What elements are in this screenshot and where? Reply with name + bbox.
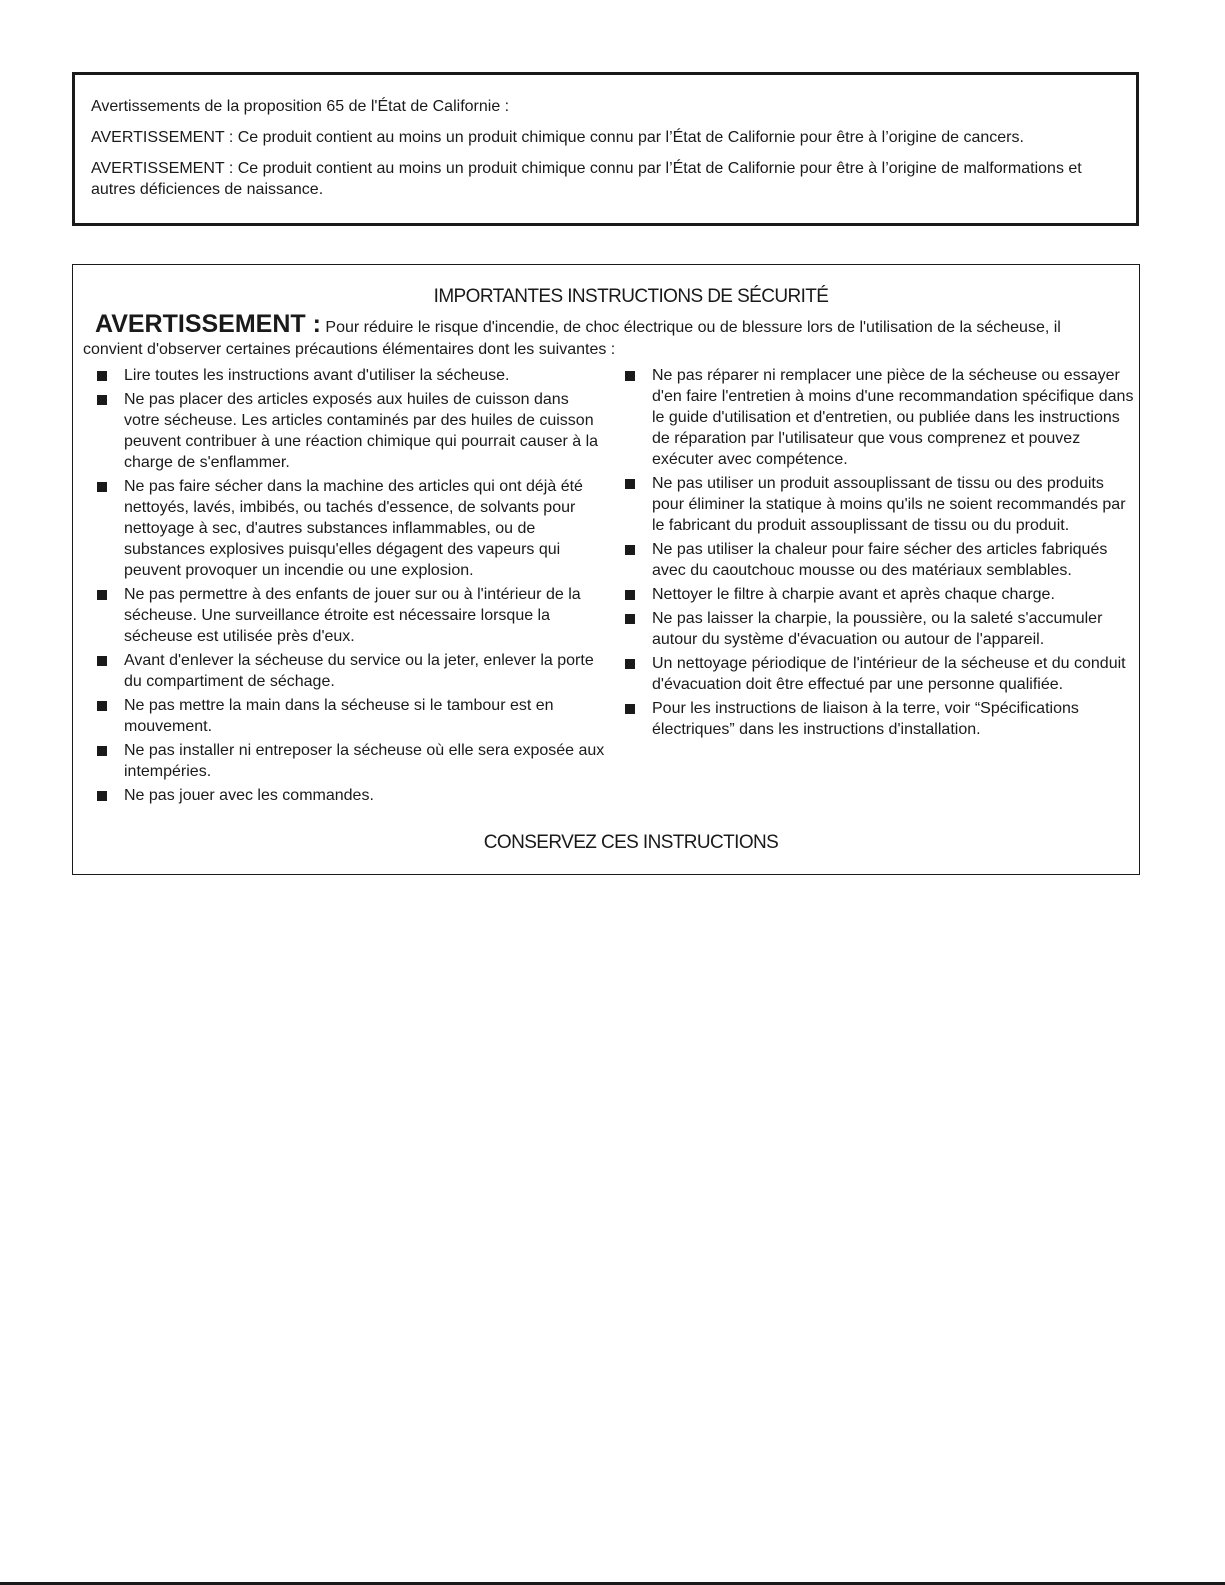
list-item: Ne pas utiliser un produit assouplissant de tissu ou des produits pour éliminer la statique à moins qu'ils ne soient recommandés par le fabricant du produit assouplissant de tissu ou du produit. xyxy=(624,473,1136,536)
square-bullet-icon xyxy=(97,701,107,711)
safety-warning-intro xyxy=(83,310,1083,361)
prop65-birth-defect-warning: AVERTISSEMENT : Ce produit contient au moins un produit chimique connu par l’État de Californie pour être à l’origine de malformations et autres déficiences de naissance. xyxy=(91,160,1082,198)
list-item: Avant d'enlever la sécheuse du service ou la jeter, enlever la porte du compartiment de séchage. xyxy=(96,650,606,692)
warning-text: Pour réduire le risque d'incendie, de choc électrique ou de blessure lors de l'utilisation de la sécheuse, il convient d'observer certaines précautions élémentaires dont les suivantes : xyxy=(83,319,1061,358)
square-bullet-icon xyxy=(97,791,107,801)
prop65-warning-box xyxy=(72,72,1139,226)
square-bullet-icon xyxy=(97,395,107,405)
list-item: Ne pas placer des articles exposés aux huiles de cuisson dans votre sécheuse. Les articles contaminés par des huiles de cuisson peuvent contribuer à une réaction chimique qui pourrait causer à la charge de s'enflammer. xyxy=(96,389,606,473)
square-bullet-icon xyxy=(625,545,635,555)
list-item: Ne pas laisser la charpie, la poussière, ou la saleté s'accumuler autour du système d'évacuation ou autour de l'appareil. xyxy=(624,608,1136,650)
square-bullet-icon xyxy=(625,590,635,600)
square-bullet-icon xyxy=(97,371,107,381)
square-bullet-icon xyxy=(625,479,635,489)
square-bullet-icon xyxy=(97,656,107,666)
safety-instructions-box xyxy=(72,264,1140,875)
instruction-list-right xyxy=(624,365,1136,743)
list-item: Ne pas faire sécher dans la machine des articles qui ont déjà été nettoyés, lavés, imbibés, ou tachés d'essence, de solvants pour nettoyage à sec, d'autres substances inflammables, ou de substances explosives puisqu'elles dégagent des vapeurs qui peuvent provoquer un incendie ou une explosion. xyxy=(96,476,606,581)
list-item: Ne pas mettre la main dans la sécheuse si le tambour est en mouvement. xyxy=(96,695,606,737)
list-item: Ne pas utiliser la chaleur pour faire sécher des articles fabriqués avec du caoutchouc mousse ou des matériaux semblables. xyxy=(624,539,1136,581)
list-item: Ne pas permettre à des enfants de jouer sur ou à l'intérieur de la sécheuse. Une surveillance étroite est nécessaire lorsque la sécheuse est utilisée près d'eux. xyxy=(96,584,606,647)
prop65-heading: Avertissements de la proposition 65 de l'État de Californie : xyxy=(91,98,510,115)
square-bullet-icon xyxy=(97,482,107,492)
list-item: Nettoyer le filtre à charpie avant et après chaque charge. xyxy=(624,584,1136,605)
instruction-list-left xyxy=(96,365,606,809)
list-item: Ne pas installer ni entreposer la sécheuse où elle sera exposée aux intempéries. xyxy=(96,740,606,782)
closing-statement: CONSERVEZ CES INSTRUCTIONS xyxy=(483,832,779,853)
safety-title: IMPORTANTES INSTRUCTIONS DE SÉCURITÉ xyxy=(433,286,829,307)
list-item: Lire toutes les instructions avant d'utiliser la sécheuse. xyxy=(96,365,606,386)
square-bullet-icon xyxy=(97,590,107,600)
warning-label: AVERTISSEMENT : xyxy=(95,310,321,338)
square-bullet-icon xyxy=(625,704,635,714)
square-bullet-icon xyxy=(97,746,107,756)
square-bullet-icon xyxy=(625,371,635,381)
prop65-cancer-warning: AVERTISSEMENT : Ce produit contient au moins un produit chimique connu par l’État de Californie pour être à l’origine de cancers. xyxy=(91,129,1024,146)
square-bullet-icon xyxy=(625,614,635,624)
list-item: Un nettoyage périodique de l'intérieur de la sécheuse et du conduit d'évacuation doit être effectué par une personne qualifiée. xyxy=(624,653,1136,695)
list-item: Pour les instructions de liaison à la terre, voir “Spécifications électriques” dans les instructions d'installation. xyxy=(624,698,1136,740)
list-item: Ne pas réparer ni remplacer une pièce de la sécheuse ou essayer d'en faire l'entretien à moins d'une recommandation spécifique dans le guide d'utilisation et d'entretien, ou publiée dans les instructions de réparation par l'utilisateur que vous comprenez et pouvez exécuter avec compétence. xyxy=(624,365,1136,470)
square-bullet-icon xyxy=(625,659,635,669)
list-item: Ne pas jouer avec les commandes. xyxy=(96,785,606,806)
